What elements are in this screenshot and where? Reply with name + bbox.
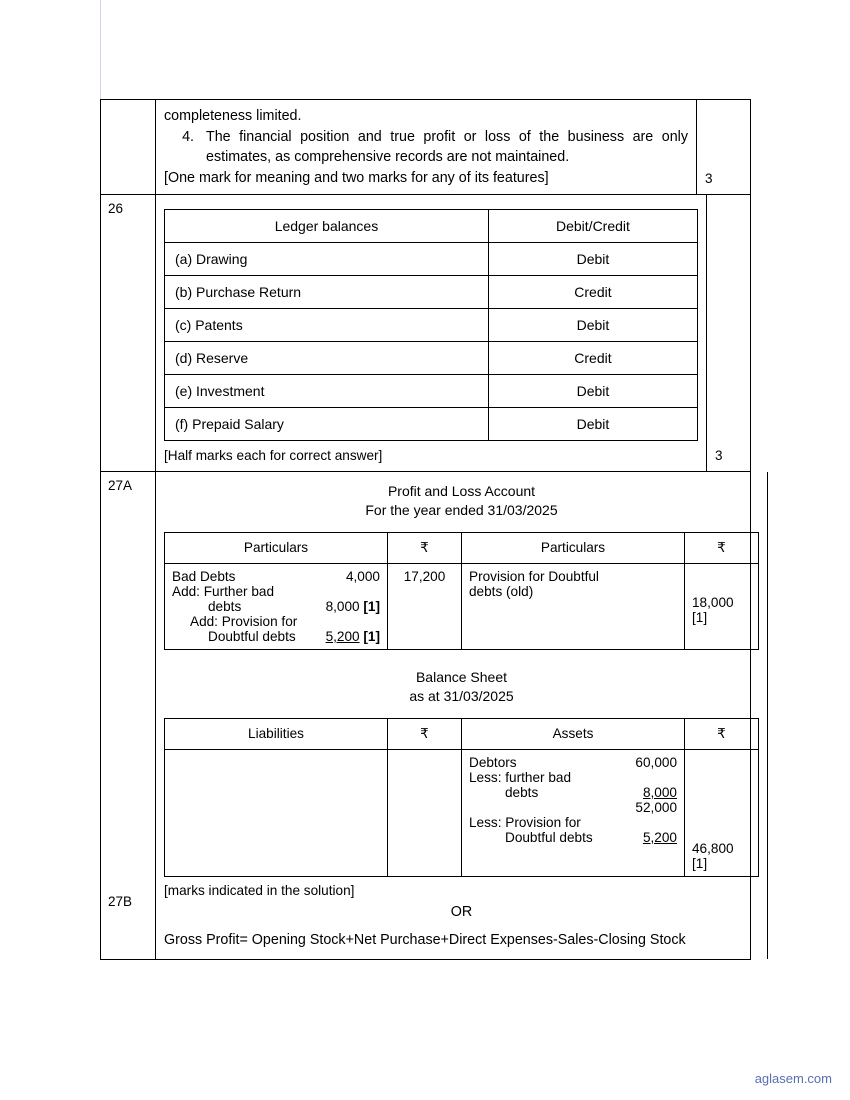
question-number-cell [101, 472, 156, 959]
page-left-rule [100, 0, 101, 99]
bs-line [469, 770, 677, 785]
gross-profit-formula: Gross Profit= Opening Stock+Net Purchase+Direct Expenses-Sales-Closing Stock [164, 931, 686, 948]
profit-loss-title [164, 482, 759, 520]
marking-note: [Half marks each for correct answer] [164, 448, 383, 464]
ledger-side: Debit [488, 375, 697, 408]
answer-body-cell [156, 195, 707, 471]
bs-assets-total: 46,800 [1] [685, 749, 759, 876]
ledger-side: Credit [488, 342, 697, 375]
ledger-item: (b) Purchase Return [165, 276, 489, 309]
column-header-ledger-balances: Ledger balances [165, 210, 489, 243]
pl-line [172, 614, 380, 629]
column-header-amount-right: ₹ [685, 532, 759, 563]
solution-marking-note: [marks indicated in the solution] [164, 882, 355, 898]
pl-line [172, 569, 380, 584]
feature-list [164, 127, 688, 168]
ledger-item: (d) Reserve [165, 342, 489, 375]
table-row [165, 276, 698, 309]
pl-line-label: Add: Provision for [190, 613, 298, 629]
bs-line-amount: 8,000 [642, 784, 677, 800]
column-header-amount-liabilities: ₹ [388, 718, 462, 749]
table-row [165, 408, 698, 441]
pl-line [172, 599, 380, 614]
column-header-amount-assets: ₹ [685, 718, 759, 749]
pl-mark-tag: [1] [363, 598, 380, 614]
pl-line [172, 584, 380, 599]
or-separator: OR [450, 903, 473, 920]
pl-title-line1: Profit and Loss Account [387, 483, 536, 500]
table-row [165, 563, 759, 649]
bs-line-label: Doubtful debts [505, 829, 593, 845]
bs-line [469, 830, 677, 845]
bs-liabilities-amount [388, 749, 462, 876]
answer-sheet-table [100, 99, 751, 960]
bs-line-amount: 60,000 [635, 754, 677, 770]
balance-sheet-title [164, 668, 759, 706]
marks-cell [768, 472, 821, 959]
pl-line-label: debts [208, 598, 242, 614]
bs-line-label [469, 800, 475, 815]
marks-value: 3 [705, 171, 713, 187]
pl-line-label: Doubtful debts [208, 628, 296, 644]
continuation-text: completeness limited. [164, 108, 302, 124]
pl-line [172, 629, 380, 644]
ledger-side: Debit [488, 309, 697, 342]
ledger-side: Debit [488, 408, 697, 441]
table-row [165, 375, 698, 408]
table-row [101, 195, 750, 472]
bs-line-label: Debtors [469, 754, 517, 770]
table-header-row [165, 210, 698, 243]
column-header-particulars-right: Particulars [462, 532, 685, 563]
table-header-row [165, 532, 759, 563]
table-row [101, 100, 750, 195]
pl-line: debts (old) [469, 583, 534, 599]
bs-line [469, 785, 677, 800]
bs-line [469, 800, 677, 815]
ledger-item: (e) Investment [165, 375, 489, 408]
column-header-amount-left: ₹ [388, 532, 462, 563]
watermark-label: aglasem.com [754, 1071, 832, 1086]
bs-line-label: debts [505, 784, 539, 800]
marks-cell [707, 195, 760, 471]
ledger-side: Credit [488, 276, 697, 309]
table-row [165, 749, 759, 876]
pl-line-amount: 8,000 [1] [325, 598, 380, 614]
table-row [165, 309, 698, 342]
table-row [165, 243, 698, 276]
column-header-assets: Assets [462, 718, 685, 749]
table-header-row [165, 718, 759, 749]
question-number-cell [101, 100, 156, 194]
list-item: 4. The financial position and true profit or loss of the business are only estimates, as comprehensive records are not maintained. [198, 127, 688, 168]
bs-liabilities-cell [165, 749, 388, 876]
ledger-side: Debit [488, 243, 697, 276]
pl-left-total: 17,200 [388, 563, 462, 649]
bs-title-line2: as at 31/03/2025 [409, 687, 514, 704]
bs-line-label: Less: further bad [469, 769, 572, 785]
pl-line-amount: 4,000 [345, 568, 380, 584]
column-header-particulars-left: Particulars [165, 532, 388, 563]
column-header-debit-credit: Debit/Credit [488, 210, 697, 243]
pl-mark-tag: [1] [363, 628, 380, 644]
marking-note: [One mark for meaning and two marks for any of its features] [164, 170, 549, 187]
bs-line-label: Less: Provision for [469, 814, 581, 830]
question-number-27b: 27B [108, 894, 133, 910]
bs-title-line1: Balance Sheet [415, 668, 508, 685]
pl-right-total: 18,000 [1] [685, 563, 759, 649]
ledger-item: (a) Drawing [165, 243, 489, 276]
question-number-27a: 27A [108, 478, 133, 494]
table-row [165, 342, 698, 375]
pl-title-line2: For the year ended 31/03/2025 [365, 502, 558, 519]
answer-body-cell [156, 100, 697, 194]
balance-sheet-table [164, 718, 759, 877]
bs-line [469, 815, 677, 830]
table-row [101, 472, 750, 959]
bs-assets-cell [462, 749, 685, 876]
ledger-item: (f) Prepaid Salary [165, 408, 489, 441]
pl-line-amount: 5,200 [1] [325, 628, 380, 644]
column-header-liabilities: Liabilities [165, 718, 388, 749]
question-number-cell: 26 [101, 195, 156, 471]
bs-line-amount: 52,000 [635, 799, 677, 815]
ledger-balances-table [164, 209, 698, 441]
marks-cell [697, 100, 750, 194]
pl-right-particulars [462, 563, 685, 649]
ledger-item: (c) Patents [165, 309, 489, 342]
pl-line: Provision for Doubtful [469, 568, 599, 584]
bs-line [469, 755, 677, 770]
answer-body-cell [156, 472, 768, 959]
bs-line-amount: 5,200 [642, 829, 677, 845]
pl-line-label: Bad Debts [172, 568, 236, 584]
pl-line-label: Add: Further bad [172, 583, 275, 599]
profit-loss-account-table [164, 532, 759, 650]
pl-left-particulars [165, 563, 388, 649]
marks-value: 3 [715, 448, 723, 464]
